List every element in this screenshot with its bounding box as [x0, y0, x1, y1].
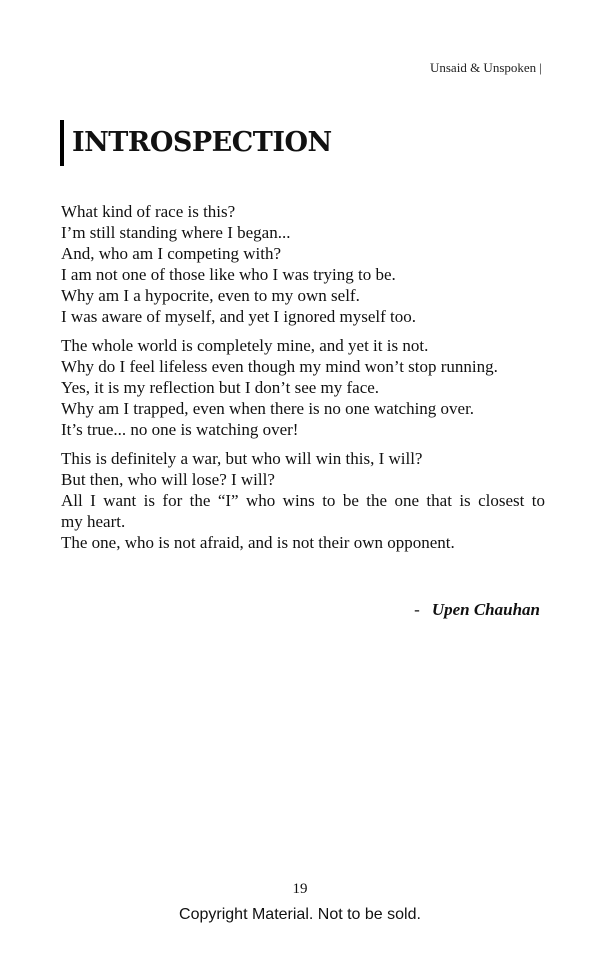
poem-body: [61, 201, 545, 561]
poem-title: INTROSPECTION: [72, 127, 332, 158]
poem-line: The one, who is not afraid, and is not their own opponent.: [61, 533, 455, 552]
poem-line: Yes, it is my reflection but I don’t see my face.: [61, 378, 380, 397]
author-name: Upen Chauhan: [431, 600, 540, 619]
poem-line: And, who am I competing with?: [61, 244, 282, 263]
poem-signature: [414, 599, 540, 620]
poem-line: I was aware of myself, and yet I ignored myself too.: [61, 307, 416, 326]
poem-line: Why am I trapped, even when there is no one watching over.: [61, 399, 475, 418]
poem-line: But then, who will lose? I will?: [61, 470, 275, 489]
poem-line: All I want is for the “I” who wins to be the one that is closest to: [61, 491, 545, 510]
stanza-2: [61, 335, 545, 440]
poem-line: Why am I a hypocrite, even to my own self.: [61, 286, 360, 305]
poem-line: Why do I feel lifeless even though my mind won’t stop running.: [61, 357, 498, 376]
stanza-3: [61, 448, 545, 553]
poem-title-block: [60, 120, 332, 166]
poem-line: The whole world is completely mine, and yet it is not.: [61, 336, 429, 355]
title-accent-bar: [60, 120, 64, 166]
running-header: Unsaid & Unspoken |: [429, 60, 542, 75]
poem-line: I am not one of those like who I was trying to be.: [61, 265, 396, 284]
page-number: 19: [292, 881, 308, 897]
stanza-1: [61, 201, 545, 327]
copyright-notice: Copyright Material. Not to be sold.: [179, 906, 421, 923]
poem-line: my heart.: [61, 512, 126, 531]
signature-dash: -: [414, 600, 420, 619]
poem-line: This is definitely a war, but who will win this, I will?: [61, 449, 423, 468]
poem-line: It’s true... no one is watching over!: [61, 420, 299, 439]
poem-line: I’m still standing where I began...: [61, 223, 291, 242]
poem-line: What kind of race is this?: [61, 202, 236, 221]
